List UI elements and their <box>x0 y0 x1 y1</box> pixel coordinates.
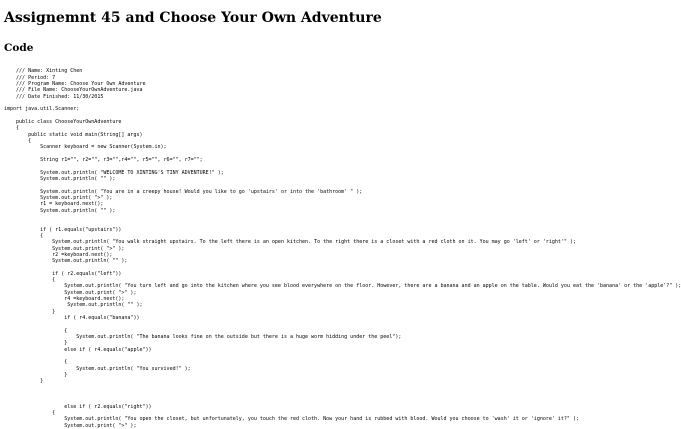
code-line: if ( r1.equals("upstairs")) <box>4 226 122 233</box>
code-line: r1 = keyboard.next(); <box>4 201 104 208</box>
code-line: r4 =keyboard.next(); <box>4 296 125 303</box>
code-line: System.out.print( ">" ); <box>4 422 137 429</box>
code-line: { <box>4 359 68 366</box>
code-line: else if ( r2.equals("right")) <box>4 403 152 410</box>
code-line: System.out.println( "" ); <box>4 302 143 309</box>
code-line: else if ( r4.equals("apple")) <box>4 346 152 353</box>
code-line: { <box>4 277 56 284</box>
code-line: System.out.print( ">" ); <box>4 289 137 296</box>
code-line: System.out.println( "WELCOME TO XINTING'S TINY ADVENTURE!" ); <box>4 169 224 176</box>
code-line: { <box>4 327 68 334</box>
code-line: } <box>4 378 44 385</box>
code-line: public static void main(String[] args) <box>4 131 143 138</box>
code-block <box>4 62 681 429</box>
code-line: /// Date Finished: 11/30/2015 <box>4 93 104 100</box>
code-line: System.out.println( "" ); <box>4 207 116 214</box>
code-line: r2 =keyboard.next(); <box>4 251 113 258</box>
document-page <box>4 0 681 429</box>
code-line: System.out.println( "" ); <box>4 175 116 182</box>
code-line: /// File Name: ChooseYourOwnAdventure.java <box>4 87 143 94</box>
code-line: if ( r2.equals("left")) <box>4 270 122 277</box>
code-line: /// Program Name: Choose Your Own Adventure <box>4 80 146 87</box>
code-line: public class ChooseYourOwnAdventure <box>4 118 122 125</box>
code-line: } <box>4 308 56 315</box>
page-title: Assignemnt 45 and Choose Your Own Adventure <box>4 10 382 26</box>
code-line: System.out.print( ">" ); <box>4 245 125 252</box>
code-line: String r1="", r2="", r3="",r4="", r5="", r6="", r7=""; <box>4 156 203 163</box>
code-line: { <box>4 125 20 132</box>
code-line: System.out.println( "The banana looks fine on the outside but there is a huge worm hidding under the peel"); <box>4 334 402 341</box>
code-line: import java.util.Scanner; <box>4 106 80 113</box>
code-line: } <box>4 340 68 347</box>
code-line: System.out.println( "" ); <box>4 258 128 265</box>
code-line: /// Name: Xinting Chen <box>4 68 83 75</box>
code-line: { <box>4 410 56 417</box>
code-line: System.out.println( "You are in a creepy house! Would you like to go 'upstairs' or into the 'bathroom' " ); <box>4 188 363 195</box>
code-line: /// Period: 7 <box>4 74 56 81</box>
code-line: { <box>4 232 44 239</box>
code-line: System.out.println( "You survived!" ); <box>4 365 191 372</box>
code-line: System.out.print( ">" ); <box>4 194 113 201</box>
code-line: System.out.println( "You turn left and go into the kitchen where you see blood everywhere on the floor. However, there are a banana and an apple on the table. Would you eat the 'banana' or the 'apple'?" ); <box>4 283 681 290</box>
code-line: { <box>4 137 32 144</box>
code-line: if ( r4.equals("banana")) <box>4 315 140 322</box>
code-line: System.out.println( "You walk straight upstairs. To the left there is an open kitchen. To the right there is a closet with a red cloth on it. You may go 'left' or 'right'" ); <box>4 239 576 246</box>
code-line: System.out.println( "You open the closet, but unfortunately, you touch the red cloth. Now your hand is rubbed with blood. Would you choose to 'wash' it or 'ignore' it?" ); <box>4 416 579 423</box>
code-line: Scanner keyboard = new Scanner(System.in); <box>4 144 167 151</box>
code-line: } <box>4 372 68 379</box>
section-heading-code: Code <box>4 42 34 54</box>
